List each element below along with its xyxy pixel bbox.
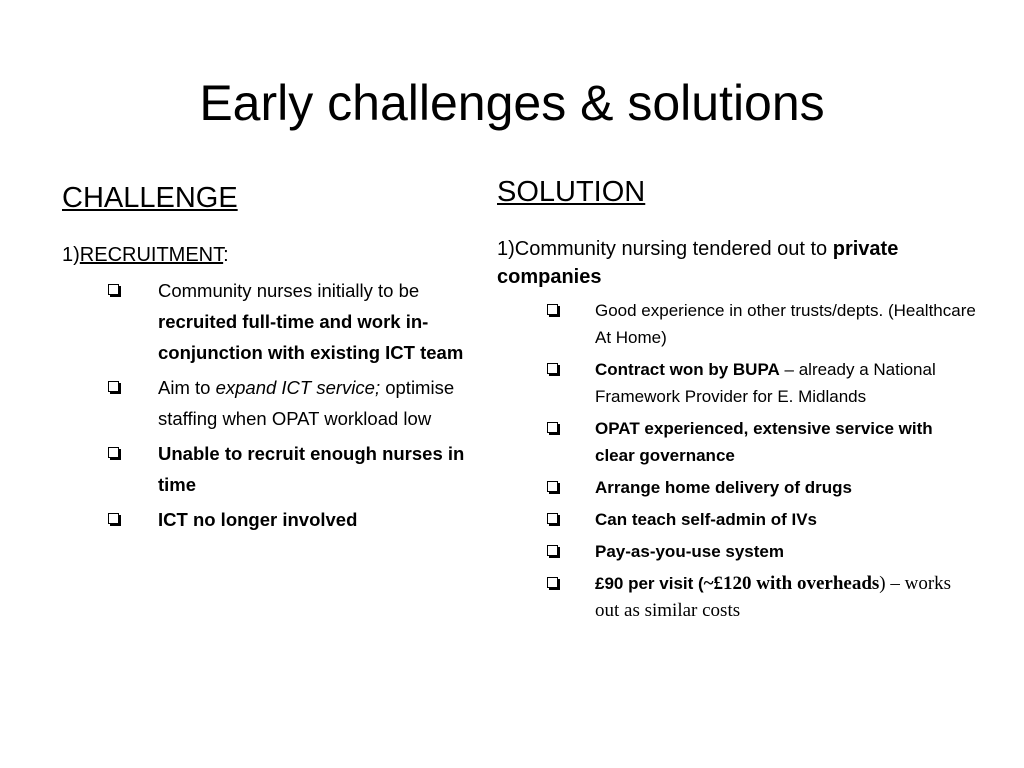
item-italic-text: expand ICT service; (215, 377, 381, 398)
solution-lead (497, 235, 977, 291)
checkbox-bullet-icon (547, 363, 558, 374)
checkbox-bullet-icon (108, 447, 119, 458)
challenge-lead (62, 241, 502, 269)
item-bold-serif-text: ~£120 with overheads (703, 573, 880, 594)
lead-text: 1)Community nursing tendered out to (497, 238, 833, 260)
list-item (497, 538, 977, 565)
checkbox-bullet-icon (547, 513, 558, 524)
item-bold-text: Pay-as-you-use system (595, 542, 784, 561)
list-item (497, 356, 977, 410)
checkbox-bullet-icon (547, 577, 558, 588)
challenge-list (62, 275, 502, 535)
checkbox-bullet-icon (547, 545, 558, 556)
item-text: Community nurses initially to be (158, 280, 420, 301)
solution-column (497, 176, 977, 629)
challenge-column (62, 182, 502, 539)
checkbox-bullet-icon (547, 481, 558, 492)
lead-number: 1) (62, 244, 80, 266)
checkbox-bullet-icon (547, 304, 558, 315)
checkbox-bullet-icon (108, 513, 119, 524)
list-item (62, 372, 502, 434)
item-bold-text: ICT no longer involved (158, 509, 358, 530)
item-bold-text: £90 per visit ( (595, 574, 704, 593)
item-text: Good experience in other trusts/depts. (Healthcare At Home) (595, 301, 976, 347)
lead-colon: : (223, 244, 229, 266)
list-item (497, 506, 977, 533)
list-item (62, 438, 502, 500)
list-item (497, 415, 977, 469)
checkbox-bullet-icon (108, 381, 119, 392)
list-item (62, 504, 502, 535)
solution-heading: SOLUTION (497, 176, 646, 208)
list-item (497, 297, 977, 351)
list-item (497, 570, 977, 624)
list-item (62, 275, 502, 368)
item-text: Aim to (158, 377, 216, 398)
item-bold-text: recruited full-time and work in-conjunction with existing ICT team (158, 311, 464, 363)
item-bold-text: Unable to recruit enough nurses in time (158, 443, 465, 495)
item-text: – already a National Framework Provider for E. Midlands (595, 360, 936, 406)
list-item (497, 474, 977, 501)
lead-bold-text: private companies (497, 238, 899, 288)
item-bold-text: Contract won by BUPA (595, 360, 780, 379)
lead-word: RECRUITMENT (79, 244, 224, 266)
item-text: optimise staffing when OPAT workload low (158, 377, 455, 429)
checkbox-bullet-icon (108, 284, 119, 295)
item-bold-text: Can teach self-admin of IVs (595, 510, 817, 529)
challenge-heading: CHALLENGE (62, 182, 238, 214)
item-serif-text: ) – works out as similar costs (595, 573, 952, 621)
slide-title: Early challenges & solutions (199, 75, 825, 131)
solution-list (497, 297, 977, 624)
item-bold-text: Arrange home delivery of drugs (595, 478, 852, 497)
checkbox-bullet-icon (547, 422, 558, 433)
item-bold-text: OPAT experienced, extensive service with clear governance (595, 419, 933, 465)
